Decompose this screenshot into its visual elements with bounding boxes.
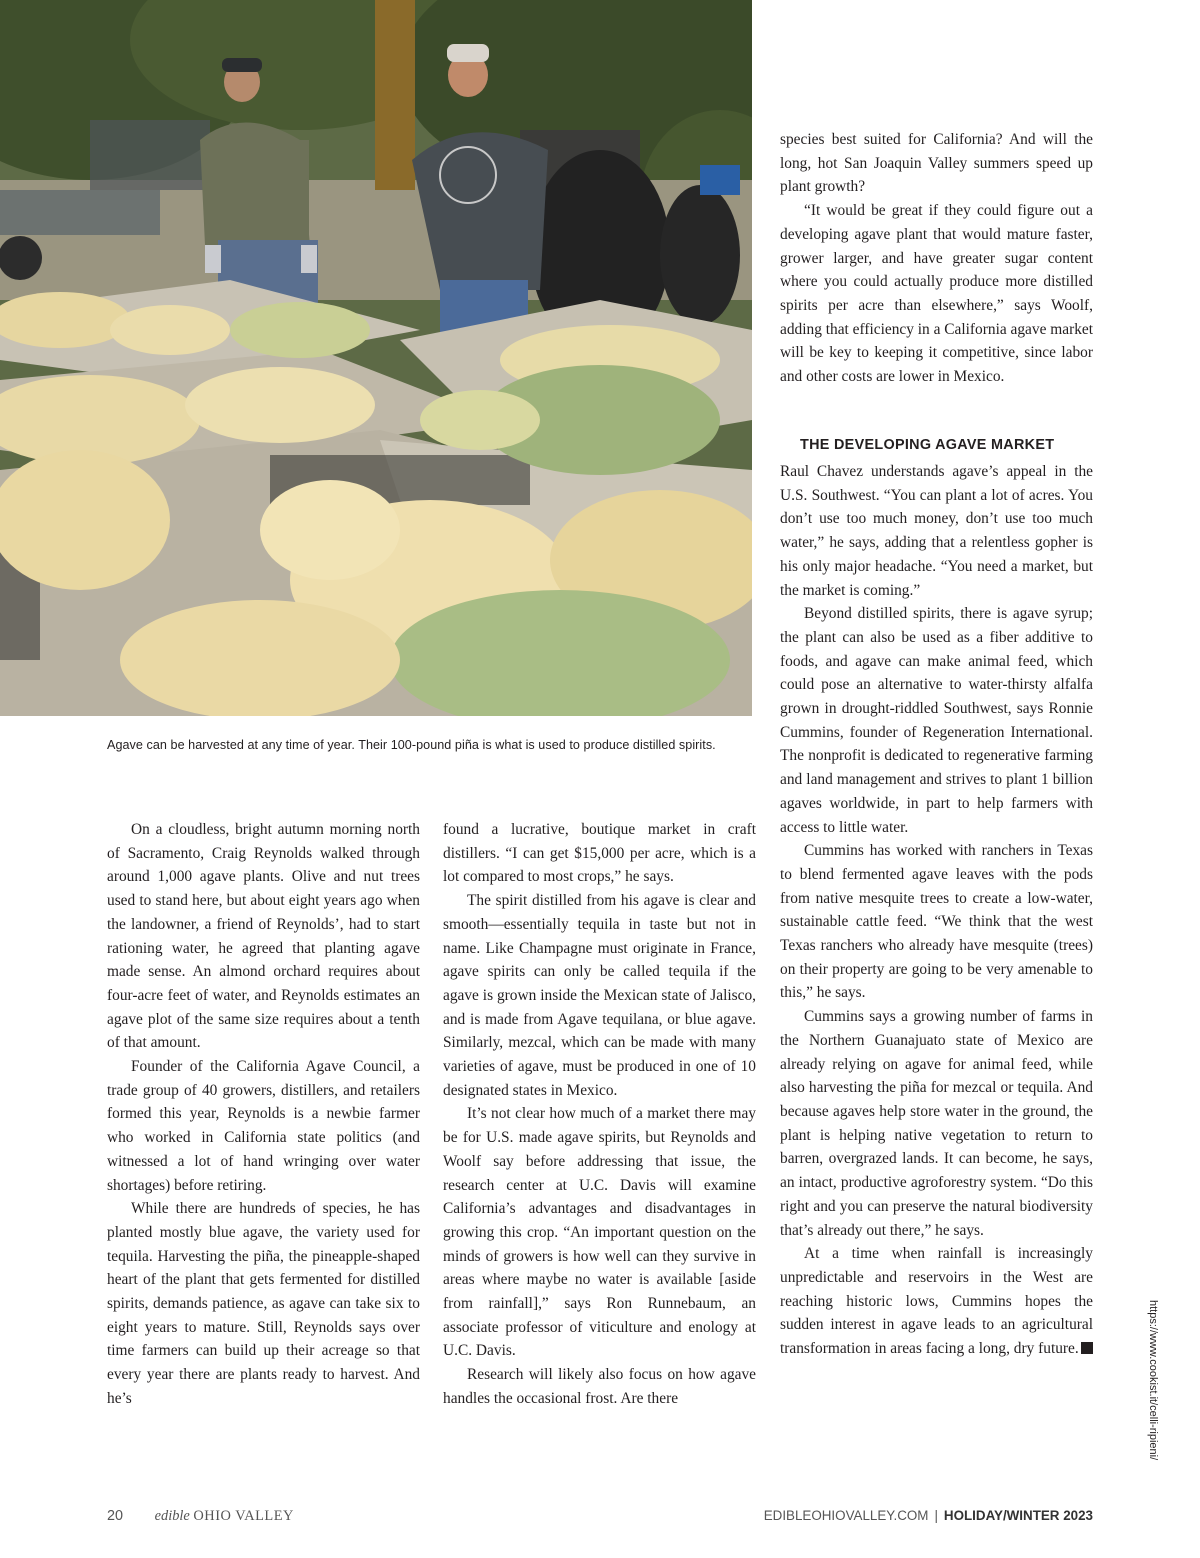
paragraph: It’s not clear how much of a market there may be for U.S. made agave spirits, but Reynolds and Woolf say before addressing that issue, the research center at U.C. Davis will examine California’s advantages and disadvantages in growing this crop. “An important question on the minds of growers is how well can they survive in areas where maybe no water is available [aside from rainfall],” says Ron Runnebaum, an associate professor of viticulture and enology at U.C. Davis.	[443, 1105, 756, 1360]
agave-harvest-photo	[0, 0, 752, 716]
side-url[interactable]	[1146, 1300, 1162, 1470]
footer-left	[107, 1508, 294, 1525]
paragraph: Raul Chavez understands agave’s appeal in the U.S. Southwest. “You can plant a lot of acres. You don’t use too much money, don’t use too much water,” he says, adding that a relentless gopher is his only major headache. “You need a market, but the market is coming.”	[780, 463, 1093, 599]
paragraph: The spirit distilled from his agave is clear and smooth—essentially tequila in taste but not in name. Like Champagne must originate in France, agave spirits can only be called tequila if the agave is grown inside the Mexican state of Jalisco, and is made from Agave tequilana, or blue agave. Similarly, mezcal, which can be made with many varieties of agave, must be produced in one of 10 designated states in Mexico.	[443, 892, 756, 1099]
footer-right	[764, 1508, 1093, 1523]
issue-label: HOLIDAY/WINTER 2023	[943, 1508, 1093, 1523]
paragraph: Research will likely also focus on how agave handles the occasional frost. Are there	[443, 1366, 756, 1407]
photo-caption: Agave can be harvested at any time of year. Their 100-pound piña is what is used to produce distilled spirits.	[107, 738, 716, 752]
page-number: 20	[107, 1508, 124, 1524]
footer-separator: |	[934, 1508, 938, 1523]
article-column-3	[780, 460, 1093, 1361]
side-url-text[interactable]: https://www.cookist.it/celli-ripieni/	[1147, 1300, 1159, 1461]
article-column-3-top	[780, 128, 1093, 389]
article-photo	[0, 0, 752, 716]
website-link[interactable]: EDIBLEOHIOVALLEY.COM	[763, 1508, 929, 1523]
article-column-2	[443, 818, 756, 1411]
paragraph: species best suited for California? And will the long, hot San Joaquin Valley summers speed up plant growth?	[780, 131, 1093, 196]
paragraph: Cummins has worked with ranchers in Texas to blend fermented agave leaves with the pods from native mesquite trees to create a low-water, sustainable cattle feed. “We think that the west Texas ranchers who already have mesquite (trees) on their property are going to be very amenable to this,” he says.	[780, 842, 1093, 1002]
magazine-name-italic: edible	[154, 1508, 190, 1524]
paragraph-final	[780, 1242, 1093, 1361]
paragraph-text: At a time when rainfall is increasingly unpredictable and reservoirs in the West are reaching historic lows, Cummins hopes the sudden interest in agave leads to an agricultural transformation in areas facing a long, dry future.	[780, 1245, 1093, 1358]
paragraph: “It would be great if they could figure out a developing agave plant that would mature faster, grower larger, and have greater sugar content where you could actually produce more distilled spirits per acre than elsewhere,” says Woolf, adding that efficiency in a California agave market will be key to keeping it competitive, since labor and other costs are lower in Mexico.	[780, 202, 1093, 386]
section-subheading: THE DEVELOPING AGAVE MARKET	[800, 437, 1055, 453]
paragraph: Cummins says a growing number of farms in the Northern Guanajuato state of Mexico are already relying on agave for animal feed, while also harvesting the piña for mezcal or tequila. And because agaves help store water in the ground, the plant is helping native vegetation to return to barren, overgrazed lands. It can become, he says, an intact, productive agroforestry system. “Do this right and you can preserve the natural biodiversity that’s already out there,” he says.	[780, 1008, 1093, 1239]
end-of-article-mark	[1081, 1342, 1093, 1354]
paragraph: found a lucrative, boutique market in craft distillers. “I can get $15,000 per acre, which is a lot compared to most crops,” he says.	[443, 821, 756, 886]
paragraph: While there are hundreds of species, he has planted mostly blue agave, the variety used for tequila. Harvesting the piña, the pineapple-shaped heart of the plant that gets fermented for distilled spirits, demands patience, as agave can take six to eight years to mature. Still, Reynolds says over time farmers can build up their acreage so that every year there are plants ready to harvest. And he’s	[107, 1200, 420, 1407]
paragraph: Beyond distilled spirits, there is agave syrup; the plant can also be used as a fiber additive to foods, and agave can make animal feed, which could pose an alternative to water-thirsty alfalfa grown in drought-riddled Southwest, says Ronnie Cummins, founder of Regeneration International. The nonprofit is dedicated to regenerative farming and land management and strives to plant 1 billion agaves worldwide, in part to help farmers with access to little water.	[780, 605, 1093, 836]
paragraph: On a cloudless, bright autumn morning north of Sacramento, Craig Reynolds walked through around 1,000 agave plants. Olive and nut trees used to stand here, but about eight years ago when the landowner, a friend of Reynolds’, had to start rationing water, he agreed that planting agave made sense. An almond orchard requires about four-acre feet of water, and Reynolds estimates an agave plot of the same size requires about a tenth of that amount.	[107, 821, 420, 1052]
paragraph: Founder of the California Agave Council, a trade group of 40 growers, distillers, and retailers formed this year, Reynolds is a newbie farmer who worked in California state politics (and witnessed a lot of hand wringing over water shortages) before retiring.	[107, 1058, 420, 1194]
article-column-1	[107, 818, 420, 1411]
magazine-name: OHIO VALLEY	[193, 1508, 294, 1524]
